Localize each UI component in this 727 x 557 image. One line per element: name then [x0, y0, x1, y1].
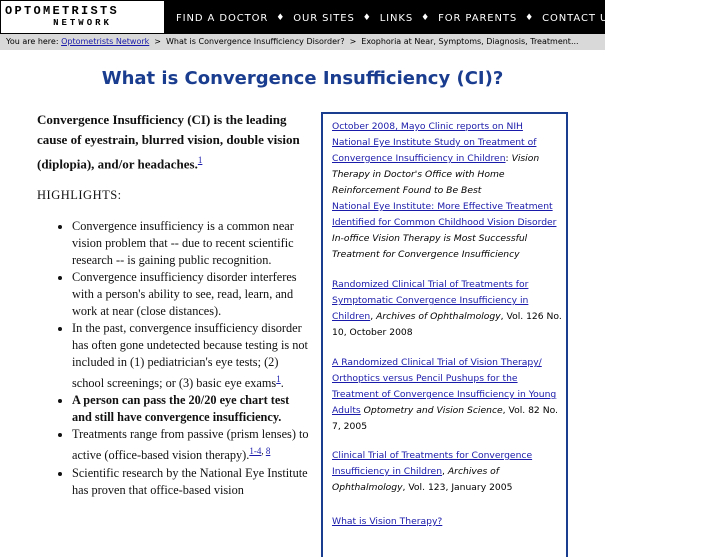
list-item — [72, 426, 309, 464]
list-item: • Scientific research by the National Eye Institute has proven that office-based vision — [72, 465, 309, 499]
sidebar-item — [332, 514, 564, 530]
page-title: What is Convergence Insufficiency (CI)? — [101, 68, 504, 89]
breadcrumb-item-current: Exophoria at Near, Symptoms, Diagnosis, Treatment... — [361, 37, 579, 46]
footnote-link[interactable]: 1 — [197, 155, 203, 165]
footnote-link[interactable]: 1-4 — [249, 446, 262, 457]
sidebar-italic: Archives of Ophthalmology — [332, 466, 500, 493]
list-item-text: Treatments range from passive (prism lenses) to active (office-based vision therapy). — [72, 427, 309, 463]
sidebar-italic: Archives of Ophthalmology — [376, 311, 501, 322]
site-header — [0, 0, 616, 34]
list-item-end: . — [280, 376, 284, 391]
diamond-separator-icon: ♦ — [276, 13, 286, 23]
nav-for-parents[interactable]: FOR PARENTS — [438, 12, 518, 24]
sidebar-link[interactable]: Clinical Trial of Treatments for Convergence Insufficiency in Children — [332, 450, 533, 477]
site-logo[interactable] — [0, 0, 165, 34]
footnote-link[interactable]: 1 — [276, 374, 281, 385]
list-item: • Convergence insufficiency is a common near vision problem that -- due to recent scientific research -- is gaining public recognition. — [72, 218, 309, 269]
logo-title: OPTOMETRISTS — [5, 4, 120, 18]
sidebar-link[interactable]: A Randomized Clinical Trial of Vision Therapy/ Orthoptics versus Pencil Pushups for the Treatment of Convergence Insufficiency in Young Adults — [332, 357, 557, 416]
footnote-separator: , — [261, 446, 266, 457]
sidebar-item — [332, 119, 564, 199]
sidebar-sep: , — [370, 311, 377, 322]
diamond-separator-icon: ♦ — [421, 13, 431, 23]
research-sidebar — [321, 112, 568, 557]
sidebar-link[interactable]: Randomized Clinical Trial of Treatments for Symptomatic Convergence Insufficiency in Children — [332, 279, 529, 322]
sidebar-sep: : — [505, 153, 509, 164]
list-item: • A person can pass the 20/20 eye chart test and still have convergence insufficiency. — [72, 392, 309, 426]
diamond-separator-icon: ♦ — [525, 13, 535, 23]
breadcrumb — [0, 34, 605, 50]
nav-links[interactable]: LINKS — [379, 12, 414, 24]
nav-contact-us[interactable]: CONTACT US — [542, 12, 616, 24]
footnote-link[interactable]: 8 — [265, 446, 271, 457]
breadcrumb-item-parent: What is Convergence Insufficiency Disorder? — [165, 37, 345, 46]
sidebar-item — [332, 355, 564, 435]
sidebar-link[interactable]: October 2008, Mayo Clinic reports on NIH National Eye Institute Study on Treatment of Convergence Insufficiency in Children — [332, 121, 537, 164]
sidebar-italic: Vision Therapy in Doctor's Office with Home Reinforcement Found to Be Best — [332, 153, 540, 196]
list-item — [72, 320, 309, 392]
sidebar-item — [332, 199, 564, 263]
sidebar-link-vision-therapy[interactable]: What is Vision Therapy? — [332, 516, 443, 527]
intro-paragraph — [37, 110, 309, 174]
sidebar-link[interactable]: National Eye Institute: More Effective Treatment Identified for Common Childhood Vision Disorder — [332, 201, 557, 228]
sidebar-italic: Optometry and Vision Science — [363, 405, 503, 416]
sidebar-item — [332, 277, 564, 341]
sidebar-plain: , Vol. 82 No. 7, 2005 — [332, 405, 558, 432]
sidebar-plain: , Vol. 123, January 2005 — [402, 482, 513, 493]
nav-our-sites[interactable]: OUR SITES — [293, 12, 355, 24]
logo-subtitle: NETWORK — [53, 18, 112, 28]
breadcrumb-arrow-icon: > — [154, 37, 161, 46]
list-item-text: In the past, convergence insufficiency disorder has often gone undetected because testing is not included in (1) pediatrician's eye tests; (2) school screenings; or (3) basic eye exams — [72, 321, 308, 391]
sidebar-plain: , Vol. 126 No. 10, October 2008 — [332, 311, 562, 338]
sidebar-italic: In-office Vision Therapy is Most Successful Treatment for Convergence Insufficiency — [332, 233, 528, 260]
highlights-heading: HIGHLIGHTS: — [37, 188, 122, 203]
top-nav — [176, 11, 615, 25]
list-item: • Convergence insufficiency disorder interferes with a person's ability to see, read, learn, and work at near (close distances). — [72, 269, 309, 320]
breadcrumb-arrow-icon: > — [349, 37, 357, 46]
sidebar-item — [332, 448, 564, 496]
main-content — [37, 110, 309, 499]
breadcrumb-prefix: You are here: — [6, 37, 59, 46]
highlights-list — [37, 218, 309, 498]
sidebar-sep: , — [442, 466, 448, 477]
nav-find-a-doctor[interactable]: FIND A DOCTOR — [176, 12, 269, 24]
diamond-separator-icon: ♦ — [362, 13, 372, 23]
breadcrumb-link-home[interactable]: Optometrists Network — [61, 37, 150, 46]
intro-text: Convergence Insufficiency (CI) is the leading cause of eyestrain, blurred vision, double vision (diplopia), and/or headaches. — [37, 112, 300, 172]
